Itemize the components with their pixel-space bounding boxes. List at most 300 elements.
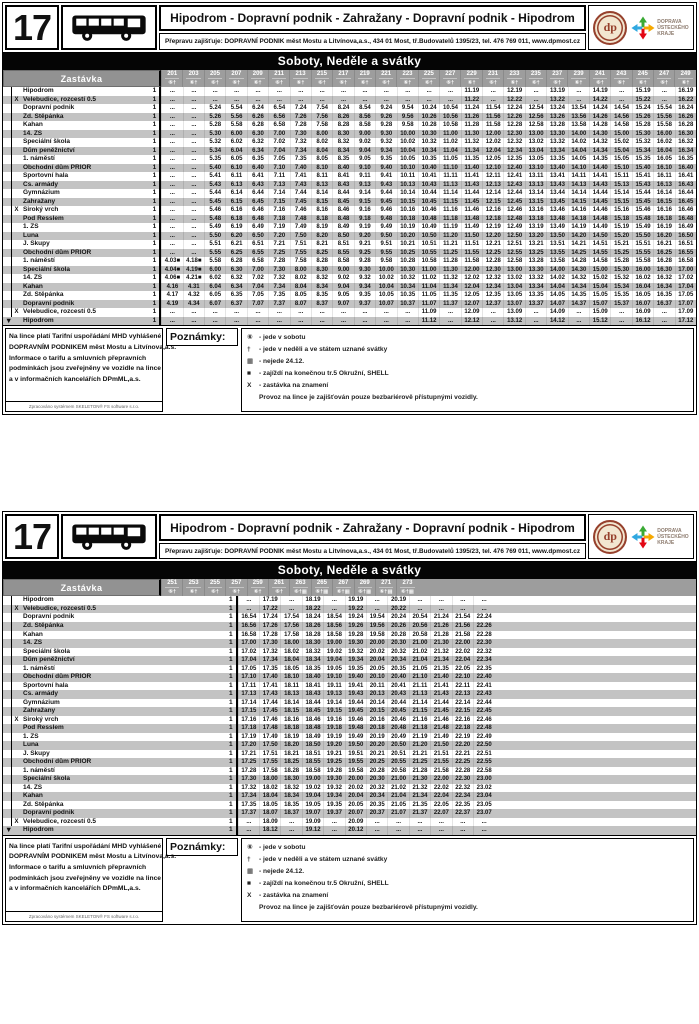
stop-name: Dům peněžnictví — [23, 146, 75, 154]
time-cell: ... — [418, 87, 439, 96]
time-cell: 6.37 — [225, 300, 246, 309]
zone-number: 1 — [148, 308, 161, 317]
time-cell: 12.35 — [503, 155, 524, 164]
course-column-header — [375, 579, 396, 596]
logos — [588, 514, 694, 559]
on-request-flag — [12, 138, 21, 147]
time-cell: ... — [311, 317, 332, 326]
time-cell: 14.05 — [568, 155, 589, 164]
time-cell: 21.18 — [409, 724, 430, 733]
time-cell: 11.28 — [439, 257, 460, 266]
zone-number: 1 — [225, 605, 238, 614]
time-cell: 11.44 — [461, 189, 482, 198]
time-cell: 19.11 — [323, 682, 344, 691]
time-cell: ... — [204, 87, 225, 96]
time-cell: 22.49 — [473, 733, 494, 742]
time-cell: 7.44 — [290, 189, 311, 198]
time-cell: 8.18 — [311, 215, 332, 224]
course-column-header — [354, 70, 375, 87]
time-cell: 18.16 — [280, 716, 301, 725]
time-cell: 20.15 — [366, 707, 387, 716]
time-cell: 5.48 — [204, 215, 225, 224]
time-cell: 16.04 — [653, 147, 674, 156]
time-cell: 9.28 — [354, 257, 375, 266]
time-cell: 14.16 — [568, 206, 589, 215]
time-cell: 11.16 — [439, 206, 460, 215]
stop-row — [3, 758, 696, 767]
course-symbols: ⑥† — [232, 80, 241, 86]
time-cell: ... — [161, 130, 182, 139]
time-cell: ... — [183, 198, 204, 207]
time-cell: 13.25 — [525, 249, 546, 258]
course-column-header — [289, 579, 310, 596]
time-cell: 14.10 — [568, 164, 589, 173]
zone-number: 1 — [148, 257, 161, 266]
on-request-flag — [12, 274, 21, 283]
on-request-flag — [12, 223, 21, 232]
time-cell: 10.14 — [397, 189, 418, 198]
time-cell: 15.24 — [632, 104, 653, 113]
time-cell: 7.16 — [268, 206, 289, 215]
on-request-flag — [12, 189, 21, 198]
time-cell: 21.26 — [430, 622, 451, 631]
time-cell: 11.56 — [482, 113, 503, 122]
stop-name: Gymnázium — [23, 698, 60, 706]
course-number: 209 — [251, 70, 265, 79]
time-cell: 9.15 — [354, 198, 375, 207]
time-cell: 9.04 — [354, 147, 375, 156]
time-cell: 15.26 — [632, 113, 653, 122]
time-cell: 14.54 — [610, 104, 631, 113]
time-cell: 13.15 — [525, 198, 546, 207]
time-cell: 21.54 — [452, 613, 473, 622]
tariff-info-text: Na lince platí Tarifní uspořádání MHD vyhlášené DOPRAVNÍM PODNIKEM měst Mostu a Litvínova,a.s. Informace o tarifu a smluvních přepravních podmínkách jsou zveřejněny ve vozidle na lince a v informačních kancelářích DPmML,a.s. — [9, 842, 177, 893]
course-column-header — [610, 70, 631, 87]
time-cell: 6.58 — [268, 121, 289, 130]
on-request-flag — [12, 631, 21, 640]
course-column-header — [396, 579, 417, 596]
time-cell: 22.28 — [452, 767, 473, 776]
time-cell: 8.40 — [332, 164, 353, 173]
time-cell: ... — [332, 308, 353, 317]
time-cell: 13.02 — [525, 138, 546, 147]
route-direction-line — [5, 801, 12, 810]
on-request-flag — [12, 87, 21, 96]
stop-row — [3, 240, 696, 249]
time-cell: 10.02 — [397, 138, 418, 147]
row-filler — [494, 631, 696, 640]
route-direction-arrow: ▼ — [5, 315, 13, 325]
route-number: 17 — [5, 5, 59, 50]
time-cell: ... — [354, 87, 375, 96]
time-cell: ... — [653, 317, 674, 326]
stop-name: Velebudice, rozcestí 0.5 — [23, 604, 96, 612]
time-cell: 14.12 — [546, 317, 567, 326]
time-cell: 17.41 — [259, 682, 280, 691]
time-cell: 17.28 — [238, 767, 259, 776]
route-direction-line — [5, 215, 12, 224]
zone-number: 1 — [225, 690, 238, 699]
course-number: 261 — [272, 579, 286, 588]
time-cell: 15.58 — [653, 121, 674, 130]
zone-number: 1 — [148, 87, 161, 96]
time-cell: 18.56 — [323, 622, 344, 631]
row-filler — [494, 775, 696, 784]
time-cell: 11.32 — [461, 138, 482, 147]
time-cell: 11.09 — [418, 308, 439, 317]
time-cell: ... — [473, 826, 494, 835]
time-cell: 15.00 — [589, 266, 610, 275]
time-cell: ... — [366, 605, 387, 614]
row-filler — [494, 690, 696, 699]
stop-row — [3, 792, 696, 801]
time-cell: 8.56 — [354, 113, 375, 122]
legend-note — [247, 842, 688, 854]
zone-number: 1 — [148, 96, 161, 105]
time-cell: 14.14 — [568, 189, 589, 198]
time-cell: 12.28 — [503, 121, 524, 130]
course-column-header — [674, 70, 695, 87]
time-cell: 19.32 — [345, 648, 366, 657]
time-cell: 19.18 — [323, 724, 344, 733]
route-direction-line — [5, 104, 12, 113]
time-cell: 14.30 — [589, 130, 610, 139]
on-request-flag — [12, 232, 21, 241]
time-cell: 12.35 — [482, 291, 503, 300]
time-cell: 10.07 — [375, 300, 396, 309]
time-cell: 14.15 — [568, 198, 589, 207]
on-request-flag: X — [14, 716, 19, 723]
stop-row — [3, 308, 696, 317]
time-cell: 13.45 — [546, 198, 567, 207]
time-cell: 4.21■ — [183, 274, 204, 283]
time-cell: 18.19 — [302, 596, 323, 605]
time-cell: 21.13 — [409, 690, 430, 699]
time-cell: 18.26 — [302, 622, 323, 631]
time-cell: 17.30 — [259, 639, 280, 648]
course-number: 203 — [186, 70, 200, 79]
time-cell: ... — [332, 96, 353, 105]
course-number: 255 — [208, 579, 222, 588]
time-cell: 6.19 — [225, 223, 246, 232]
time-cell: 11.51 — [461, 240, 482, 249]
time-cell: 22.20 — [452, 741, 473, 750]
time-cell: 18.24 — [302, 613, 323, 622]
time-cell: 20.00 — [366, 639, 387, 648]
time-cell: 16.51 — [675, 240, 696, 249]
time-cell: 9.55 — [375, 249, 396, 258]
time-cell: 12.05 — [482, 155, 503, 164]
time-cell: 16.58 — [675, 257, 696, 266]
time-cell: 10.30 — [397, 266, 418, 275]
time-cell: 10.46 — [418, 206, 439, 215]
time-cell: 9.35 — [354, 291, 375, 300]
time-cell: 15.30 — [610, 266, 631, 275]
course-column-header — [567, 70, 588, 87]
time-cell: 8.44 — [332, 189, 353, 198]
time-cell: 13.26 — [546, 113, 567, 122]
time-cell: 12.32 — [503, 138, 524, 147]
stop-name: Dopravní podnik — [23, 613, 75, 621]
zone-number: 1 — [225, 656, 238, 665]
route-direction-line — [5, 665, 12, 674]
time-cell: ... — [183, 215, 204, 224]
stop-name: 1. ZŠ — [23, 732, 39, 740]
time-cell: 6.26 — [247, 113, 268, 122]
on-request-flag — [12, 758, 21, 767]
course-column-header — [268, 579, 289, 596]
time-cell: 15.16 — [610, 206, 631, 215]
time-cell: 6.18 — [225, 215, 246, 224]
time-cell: 19.15 — [323, 707, 344, 716]
panel-header — [3, 512, 696, 562]
tariff-info-box — [5, 838, 177, 922]
time-cell: 17.46 — [259, 716, 280, 725]
title-stack — [159, 514, 586, 559]
time-cell: 5.43 — [204, 181, 225, 190]
time-cell: 17.11 — [238, 682, 259, 691]
stop-row — [3, 189, 696, 198]
time-cell: 20.40 — [387, 673, 408, 682]
time-cell: 13.44 — [546, 189, 567, 198]
time-cell: 22.05 — [430, 801, 451, 810]
time-cell: 17.04 — [238, 656, 259, 665]
time-cell: 10.18 — [397, 215, 418, 224]
time-cell: 10.10 — [397, 164, 418, 173]
course-symbols: ⑥† — [510, 80, 519, 86]
time-cell: 7.14 — [268, 189, 289, 198]
time-cell: 22.37 — [452, 809, 473, 818]
time-cell: 5.50 — [204, 232, 225, 241]
stop-name: Čs. armády — [23, 180, 59, 188]
on-request-flag — [12, 257, 21, 266]
time-cell: 14.58 — [589, 257, 610, 266]
time-cell: 15.05 — [610, 155, 631, 164]
zone-number: 1 — [225, 665, 238, 674]
time-cell: 12.19 — [482, 223, 503, 232]
stop-row — [3, 206, 696, 215]
course-symbols: ⑥† — [403, 80, 412, 86]
route-direction-line — [5, 87, 12, 96]
route-direction-line — [5, 300, 12, 309]
time-cell: 22.13 — [452, 690, 473, 699]
time-cell: 16.35 — [653, 291, 674, 300]
time-cell: 17.44 — [259, 699, 280, 708]
time-cell: 13.54 — [568, 104, 589, 113]
course-symbols: ⑥†▦ — [358, 589, 372, 596]
zone-number: 1 — [225, 596, 238, 605]
course-number: 267 — [336, 579, 350, 588]
time-cell: 8.05 — [290, 291, 311, 300]
time-cell: 21.25 — [409, 758, 430, 767]
time-cell: 11.37 — [439, 300, 460, 309]
time-cell: 13.35 — [525, 291, 546, 300]
time-cell: 22.10 — [452, 673, 473, 682]
time-cell: 22.51 — [473, 750, 494, 759]
time-cell: ... — [268, 317, 289, 326]
time-cell: 17.02 — [238, 648, 259, 657]
time-cell: 20.35 — [387, 665, 408, 674]
time-cell: 15.30 — [632, 130, 653, 139]
time-cell: 15.43 — [632, 181, 653, 190]
time-cell: 7.13 — [268, 181, 289, 190]
time-cell: ... — [397, 87, 418, 96]
time-cell: 10.02 — [375, 274, 396, 283]
time-cell: 20.19 — [366, 733, 387, 742]
on-request-flag — [12, 673, 21, 682]
time-cell: 17.19 — [238, 733, 259, 742]
legend-text: - jede v sobotu — [259, 334, 306, 342]
zone-number: 1 — [225, 775, 238, 784]
time-cell: 5.44 — [204, 189, 225, 198]
time-cell: 9.58 — [397, 121, 418, 130]
time-cell: 21.46 — [430, 716, 451, 725]
time-cell: 22.15 — [452, 707, 473, 716]
time-cell: 11.11 — [439, 172, 460, 181]
zone-number: 1 — [148, 240, 161, 249]
time-cell: 14.25 — [568, 249, 589, 258]
course-header-row — [3, 70, 696, 87]
on-request-flag — [12, 215, 21, 224]
time-cell: 18.30 — [280, 775, 301, 784]
time-cell: 13.43 — [546, 181, 567, 190]
time-cell: ... — [183, 147, 204, 156]
stop-name: Speciální škola — [23, 647, 70, 655]
time-cell: 18.28 — [302, 631, 323, 640]
on-request-flag — [12, 172, 21, 181]
time-cell: 12.55 — [503, 249, 524, 258]
time-cell: 4.31 — [183, 283, 204, 292]
time-cell: 11.19 — [439, 223, 460, 232]
time-cell: 11.30 — [439, 266, 460, 275]
time-cell: ... — [332, 317, 353, 326]
time-cell: 20.00 — [345, 775, 366, 784]
time-cell: ... — [280, 596, 301, 605]
zone-number: 1 — [225, 631, 238, 640]
time-cell: 20.58 — [387, 767, 408, 776]
route-direction-line — [5, 648, 12, 657]
time-cell: 19.54 — [366, 613, 387, 622]
time-cell: 11.00 — [418, 266, 439, 275]
time-cell: 13.58 — [568, 121, 589, 130]
time-cell: 5.54 — [225, 104, 246, 113]
time-cell: 11.13 — [439, 181, 460, 190]
zone-number: 1 — [225, 699, 238, 708]
stop-row — [3, 215, 696, 224]
time-cell: 19.41 — [345, 682, 366, 691]
course-number: 269 — [358, 579, 372, 588]
time-cell: 18.10 — [280, 673, 301, 682]
course-number: 213 — [293, 70, 307, 79]
stop-name: J. Skupy — [23, 749, 50, 757]
zone-number: 1 — [225, 801, 238, 810]
time-cell: ... — [183, 96, 204, 105]
zone-number: 1 — [225, 707, 238, 716]
stop-name: Pod Resslem — [23, 724, 64, 732]
time-cell: 16.02 — [632, 274, 653, 283]
time-cell: 10.50 — [418, 232, 439, 241]
time-cell: 10.15 — [397, 198, 418, 207]
time-cell: ... — [610, 308, 631, 317]
time-cell: 7.35 — [268, 291, 289, 300]
time-cell: 20.51 — [387, 750, 408, 759]
time-cell: 10.13 — [397, 181, 418, 190]
time-cell: 19.51 — [345, 750, 366, 759]
time-cell: 16.32 — [653, 274, 674, 283]
time-cell: 14.05 — [546, 291, 567, 300]
stop-name: Široký vrch — [23, 206, 59, 214]
time-cell: 13.37 — [525, 300, 546, 309]
zone-number: 1 — [148, 147, 161, 156]
course-symbols: ⑥† — [253, 589, 262, 596]
time-cell: 22.14 — [452, 699, 473, 708]
time-cell: 6.32 — [225, 274, 246, 283]
time-cell: 17.30 — [238, 775, 259, 784]
time-cell: ... — [225, 317, 246, 326]
on-request-flag — [12, 665, 21, 674]
time-cell: 9.02 — [354, 138, 375, 147]
stop-name: Zd. Štěpánka — [23, 621, 64, 629]
stop-row — [3, 716, 696, 725]
time-cell: ... — [311, 96, 332, 105]
stop-name: 1. náměstí — [23, 257, 55, 265]
time-cell: 20.18 — [366, 724, 387, 733]
time-cell: 17.14 — [238, 699, 259, 708]
time-cell: 9.34 — [354, 283, 375, 292]
time-cell: 17.18 — [238, 724, 259, 733]
time-cell: 16.11 — [653, 172, 674, 181]
time-cell: ... — [183, 172, 204, 181]
time-cell: 10.32 — [418, 138, 439, 147]
time-cell: 15.18 — [610, 215, 631, 224]
on-request-flag — [12, 699, 21, 708]
time-cell: 17.02 — [675, 274, 696, 283]
time-cell: ... — [161, 308, 182, 317]
time-cell: 13.56 — [568, 113, 589, 122]
time-cell: 22.34 — [473, 656, 494, 665]
time-cell: 9.44 — [375, 189, 396, 198]
time-cell: ... — [375, 317, 396, 326]
time-cell: 20.46 — [387, 716, 408, 725]
time-cell: 22.19 — [452, 733, 473, 742]
time-cell: 21.28 — [409, 767, 430, 776]
course-symbols: ⑥† — [446, 80, 455, 86]
time-cell: 22.34 — [452, 792, 473, 801]
time-cell: 16.19 — [675, 87, 696, 96]
time-cell: 21.15 — [409, 707, 430, 716]
stop-row — [3, 631, 696, 640]
time-cell: 9.50 — [375, 232, 396, 241]
course-number: 205 — [208, 70, 222, 79]
time-cell: 17.48 — [259, 724, 280, 733]
time-cell: ... — [653, 87, 674, 96]
time-cell: 13.28 — [546, 121, 567, 130]
time-cell: 21.32 — [409, 784, 430, 793]
time-cell: 13.50 — [546, 232, 567, 241]
time-cell: 21.05 — [409, 665, 430, 674]
course-symbols: ⑥†▦ — [315, 589, 329, 596]
time-cell: 19.30 — [323, 775, 344, 784]
time-cell: 9.34 — [375, 147, 396, 156]
route-number: 17 — [5, 514, 59, 559]
time-cell: 6.41 — [247, 172, 268, 181]
time-cell: 13.58 — [546, 257, 567, 266]
stop-row — [3, 223, 696, 232]
legend-symbol: ▦ — [247, 867, 254, 875]
stop-name: Dopravní podnik — [23, 299, 75, 307]
time-cell: 17.07 — [675, 300, 696, 309]
time-cell: 15.09 — [589, 308, 610, 317]
